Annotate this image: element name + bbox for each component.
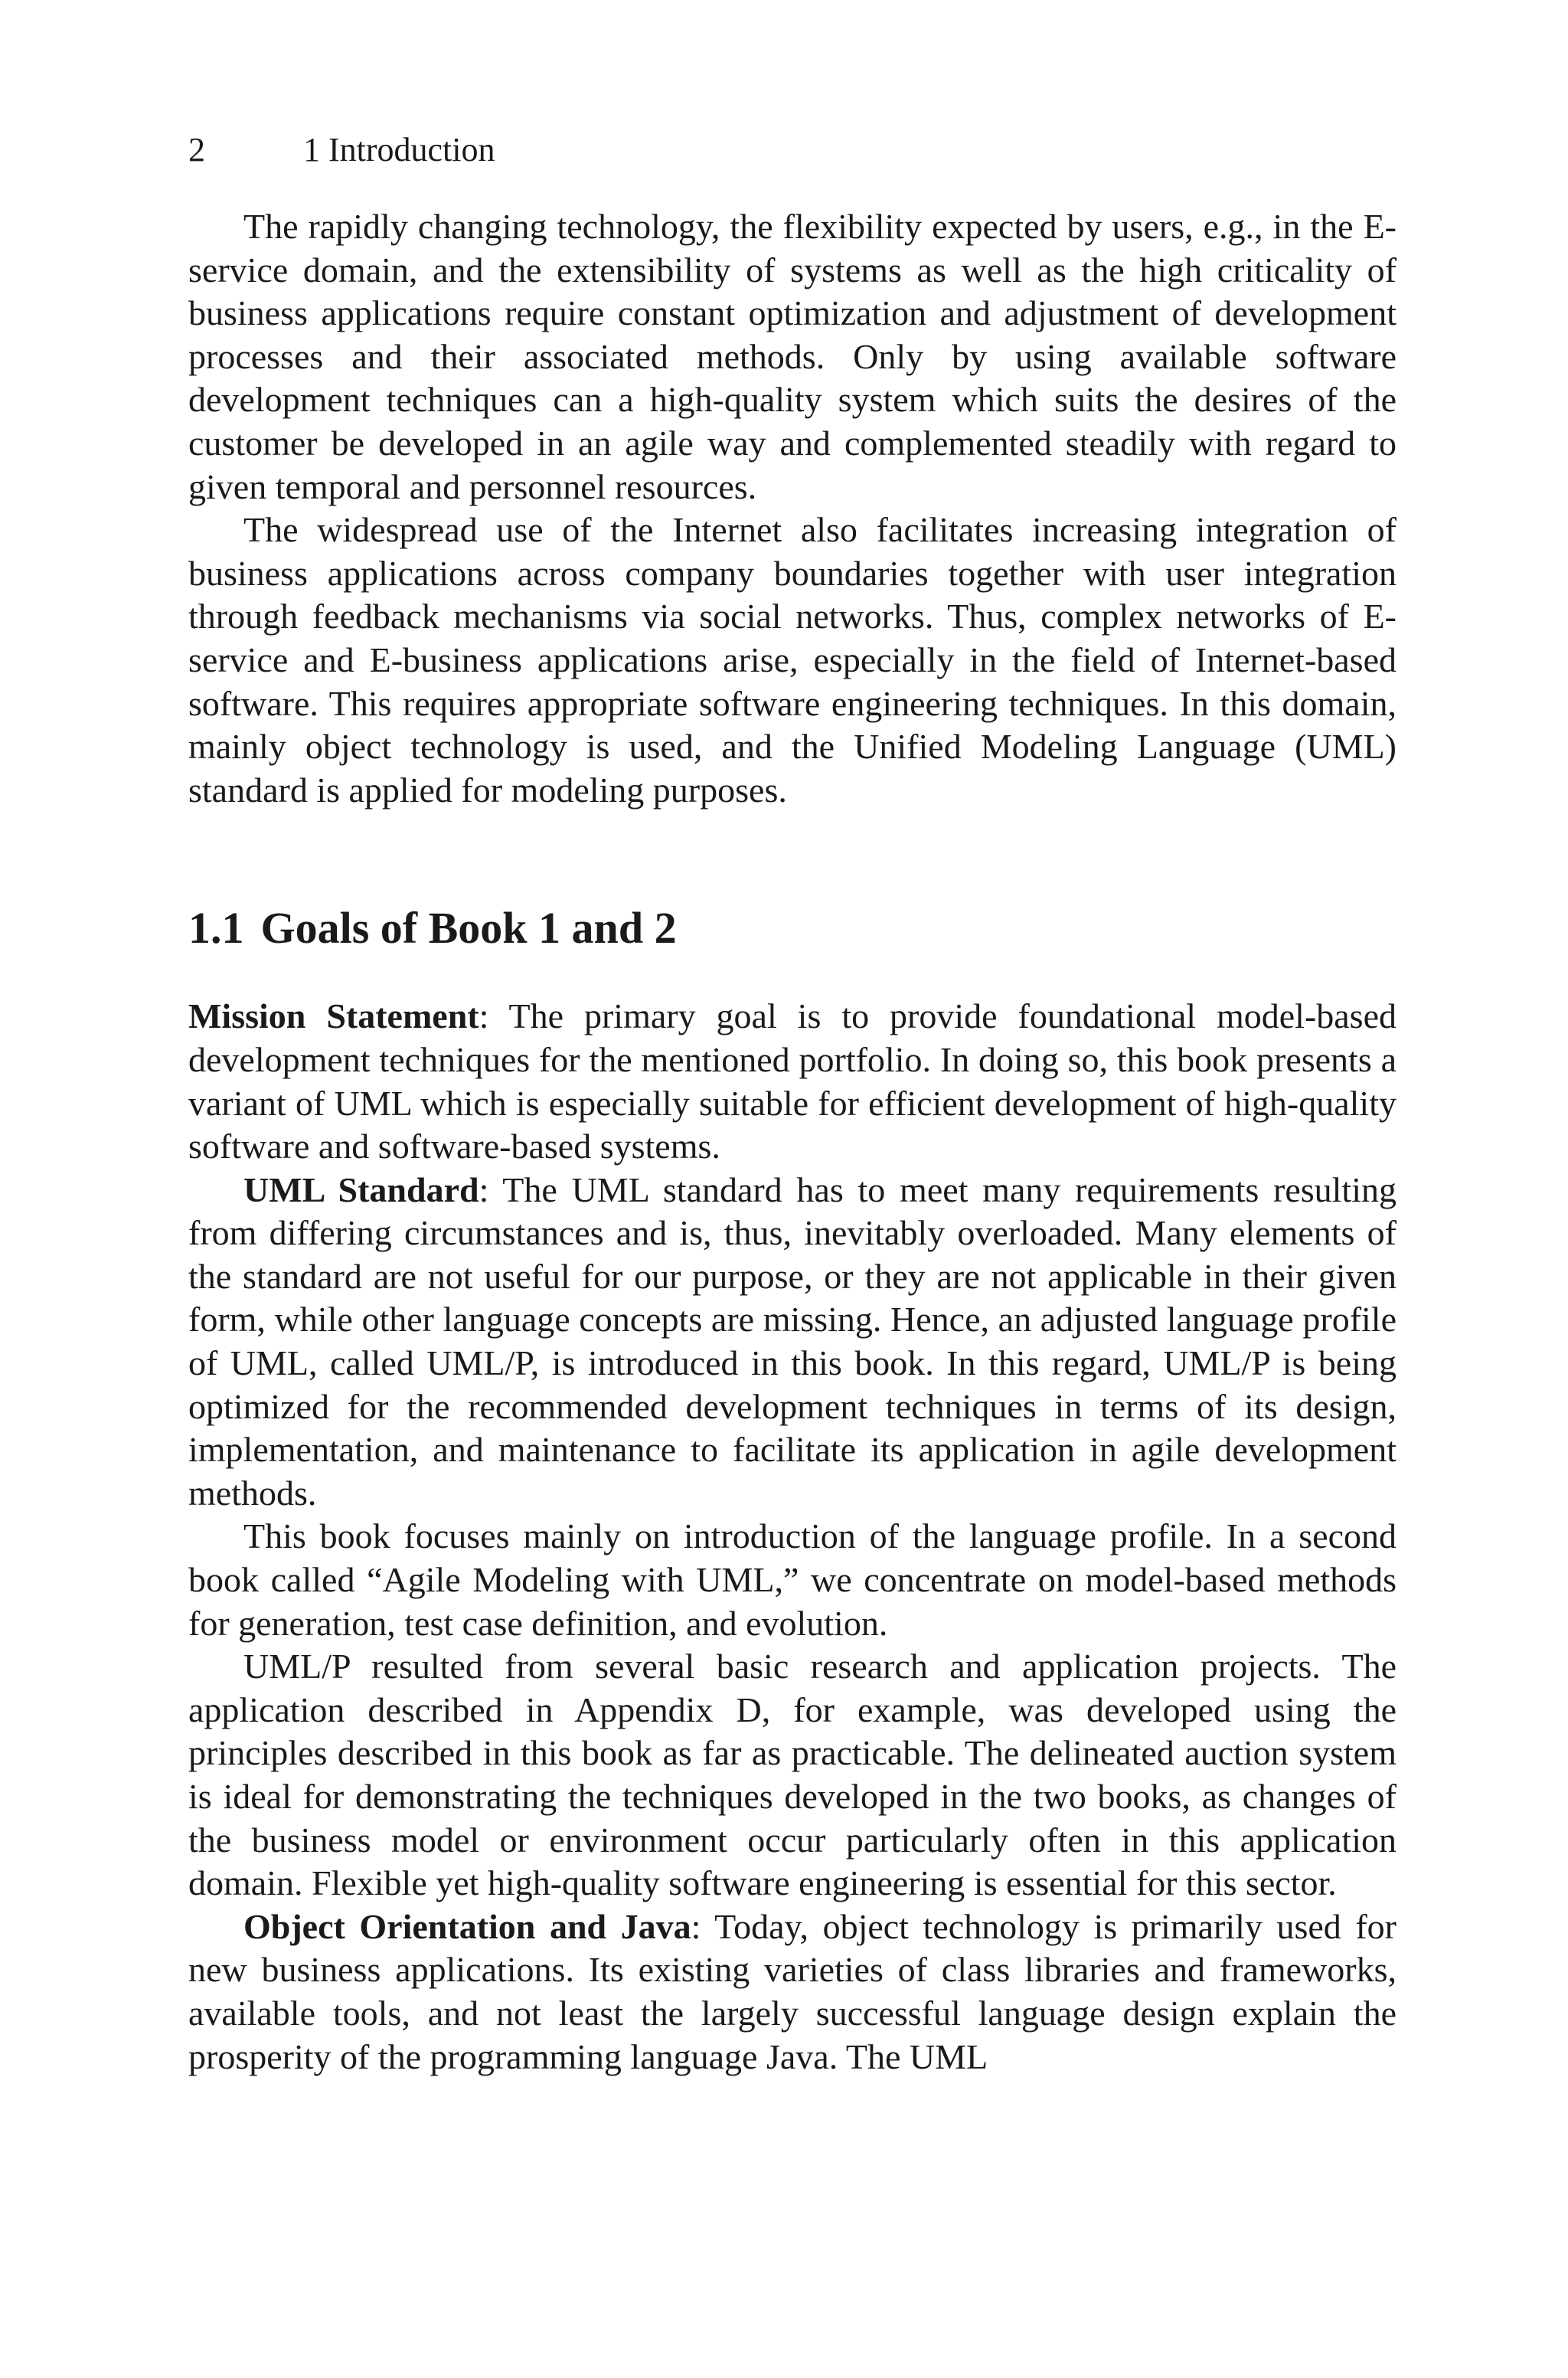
- section-number: 1.1: [188, 903, 244, 953]
- section-heading: [188, 901, 1396, 955]
- uml-standard-paragraph: [188, 1169, 1396, 1516]
- mission-paragraph: [188, 995, 1396, 1168]
- body-text: [188, 205, 1396, 2079]
- object-orientation-label: Object Orientation and Java: [243, 1906, 691, 1946]
- mission-label: Mission Statement: [188, 996, 479, 1036]
- running-head: [188, 129, 495, 172]
- page-number: 2: [188, 131, 205, 168]
- uml-standard-label: UML Standard: [243, 1169, 479, 1209]
- mission-text: : The primary goal is to provide foundational model-based development techniques for the mentioned portfolio. In doing so, this book presents a variant of UML which is especially suitable for efficient development of high-quality software and software-based systems.: [188, 996, 1396, 1166]
- spacer: [188, 812, 1396, 901]
- object-orientation-text: : Today, object technology is primarily used for new business applications. Its existing varieties of class libraries and frameworks, available tools, and not least the largely successful language design explain the prosperity of the programming language Java. The UML: [188, 1906, 1396, 2076]
- umlp-paragraph: UML/P resulted from several basic research and application projects. The application described in Appendix D, for example, was developed using the principles described in this book as far as practicable. The delineated auction system is ideal for demonstrating the techniques developed in the two books, as changes of the business model or environment occur particularly often in this application domain. Flexible yet high-quality software engineering is essential for this sector.: [188, 1647, 1396, 1903]
- uml-standard-text: : The UML standard has to meet many requirements resulting from differing circumstances and is, thus, inevitably overloaded. Many elements of the standard are not useful for our purpose, or they are not applicable in their given form, while other language concepts are missing. Hence, an adjusted language profile of UML, called UML/P, is introduced in this book. In this regard, UML/P is being optimized for the recommended development techniques in terms of its design, implementation, and maintenance to facilitate its application in agile development methods.: [188, 1169, 1396, 1513]
- spacer: [188, 955, 1396, 995]
- focus-paragraph: This book focuses mainly on introduction of the language profile. In a second book called “Agile Modeling with UML,” we concentrate on model-based methods for generation, test case definition, and evolution.: [188, 1516, 1396, 1643]
- chapter-title: 1 Introduction: [303, 131, 495, 168]
- intro-paragraph-2: The widespread use of the Internet also facilitates increasing integration of business applications across company boundaries together with user integration through feedback mechanisms via social networks. Thus, complex networks of E-service and E-business applications arise, especially in the field of Internet-based software. This requires appropriate software engineering techniques. In this domain, mainly object technology is used, and the Unified Modeling Language (UML) standard is applied for modeling purposes.: [188, 510, 1396, 810]
- intro-paragraph-1: The rapidly changing technology, the flexibility expected by users, e.g., in the E-service domain, and the extensibility of systems as well as the high criticality of business applications require constant optimization and adjustment of development processes and their associated methods. Only by using available software development techniques can a high-quality system which suits the desires of the customer be developed in an agile way and complemented steadily with regard to given temporal and personnel resources.: [188, 207, 1396, 506]
- object-orientation-paragraph: [188, 1905, 1396, 2079]
- section-title: Goals of Book 1 and 2: [260, 903, 677, 953]
